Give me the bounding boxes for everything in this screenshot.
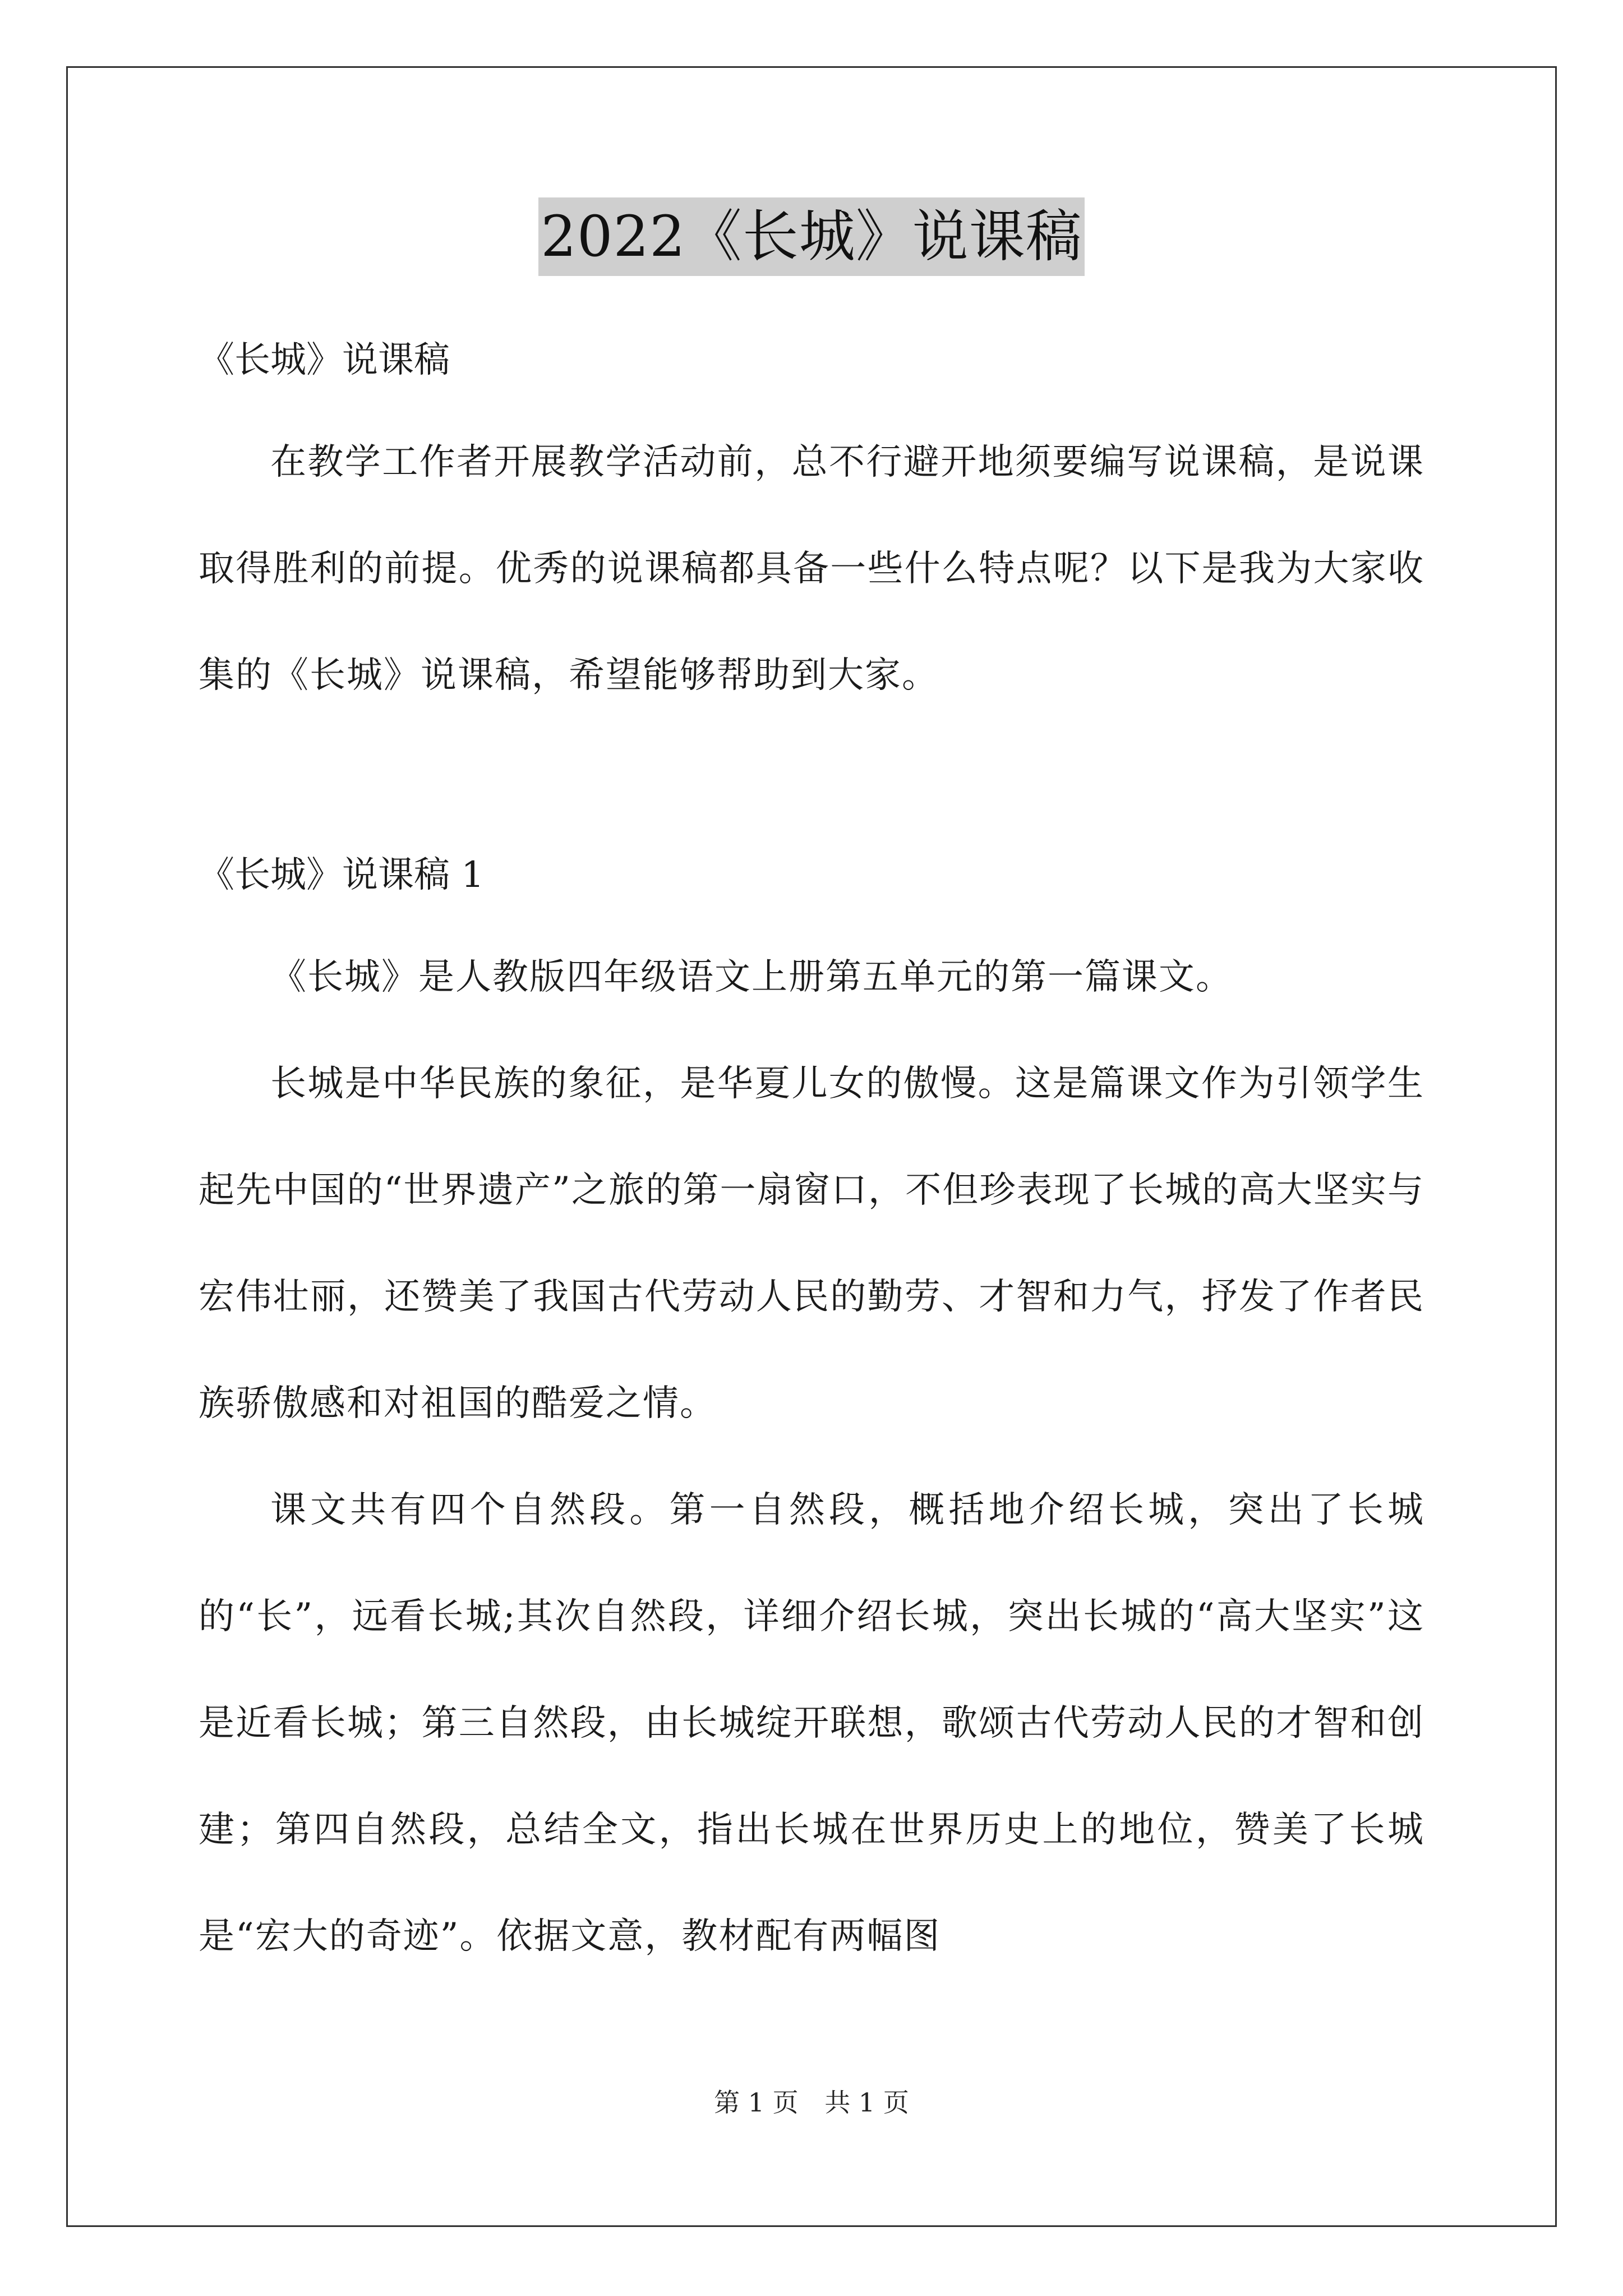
section-heading: 《长城》说课稿 1	[199, 854, 485, 896]
document-subtitle: 《长城》说课稿	[199, 339, 450, 381]
title-container	[0, 197, 1623, 276]
document-body	[199, 311, 1424, 1990]
body-paragraph-3: 课文共有四个自然段。第一自然段，概括地介绍长城，突出了长城的“长”，远看长城;其次自然段，详细介绍长城，突出长城的“高大坚实”这是近看长城；第三自然段，由长城绽开联想，歌颂古代劳动人民的才智和创建；第四自然段，总结全文，指出长城在世界历史上的地位，赞美了长城是“宏大的奇迹”。依据文意，教材配有两幅图	[199, 1489, 1424, 1957]
page-footer	[0, 2086, 1623, 2119]
spacer	[199, 729, 1424, 826]
document-title: 2022《长城》说课稿	[538, 197, 1085, 276]
body-paragraph-2: 长城是中华民族的象征，是华夏儿女的傲慢。这是篇课文作为引领学生起先中国的“世界遗产”之旅的第一扇窗口，不但珍表现了长城的高大坚实与宏伟壮丽，还赞美了我国古代劳动人民的勤劳、才智和力气，抒发了作者民族骄傲感和对祖国的酷爱之情。	[199, 1063, 1424, 1424]
page-total: 共 1 页	[824, 2087, 909, 2118]
page-number: 第 1 页	[714, 2087, 799, 2118]
intro-paragraph: 在教学工作者开展教学活动前，总不行避开地须要编写说课稿，是说课取得胜利的前提。优秀的说课稿都具备一些什么特点呢？以下是我为大家收集的《长城》说课稿，希望能够帮助到大家。	[199, 441, 1424, 696]
body-paragraph-1: 《长城》是人教版四年级语文上册第五单元的第一篇课文。	[270, 956, 1233, 998]
